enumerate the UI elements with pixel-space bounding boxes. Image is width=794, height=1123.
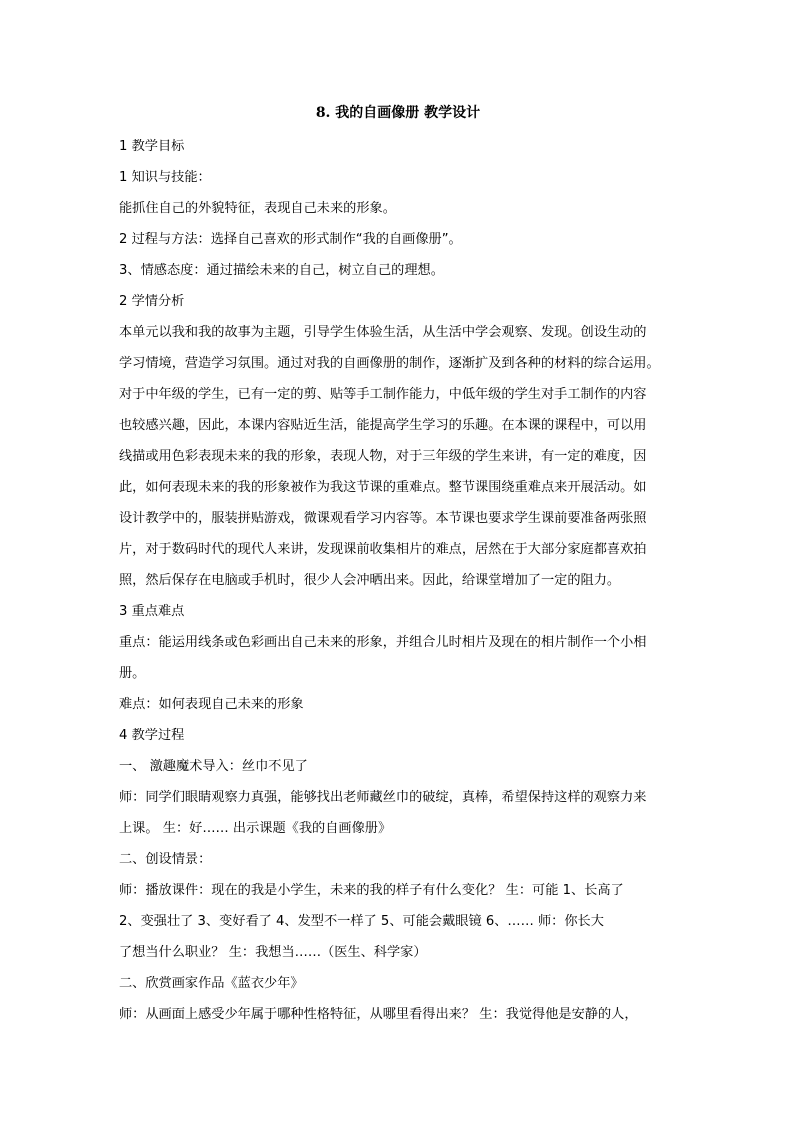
paragraph-line: 重点：能运用线条或色彩画出自己未来的形象，并组合儿时相片及现在的相片制作一个小相 <box>119 635 647 650</box>
paragraph-line: 对于中年级的学生，已有一定的剪、贴等手工制作能力，中低年级的学生对手工制作的内容 <box>119 387 647 402</box>
paragraph-line: 本单元以我和我的故事为主题，引导学生体验生活，从生活中学会观察、发现。创设生动的 <box>119 325 647 340</box>
paragraph-line: 2 学情分析 <box>119 294 185 309</box>
paragraph-line: 2、变强壮了 3、变好看了 4、发型不一样了 5、可能会戴眼镜 6、…… 师：你长大 <box>119 914 604 929</box>
paragraph-line: 4 教学过程 <box>119 728 185 743</box>
paragraph-line: 1 知识与技能： <box>119 170 211 185</box>
paragraph-line: 设计教学中的，服装拼贴游戏，微课观看学习内容等。本节课也要求学生课前要准备两张照 <box>119 511 647 526</box>
paragraph-line: 也较感兴趣，因此，本课内容贴近生活，能提高学生学习的乐趣。在本课的课程中，可以用 <box>119 418 647 433</box>
document-body <box>119 131 679 1030</box>
paragraph-line: 师：同学们眼睛观察力真强，能够找出老师藏丝巾的破绽，真棒，希望保持这样的观察力来 <box>119 790 647 805</box>
paragraph-line: 1 教学目标 <box>119 139 185 154</box>
paragraph-line: 册。 <box>119 666 146 681</box>
paragraph-line: 学习情境，营造学习氛围。通过对我的自画像册的制作，逐渐扩及到各种的材料的综合运用。 <box>119 356 660 371</box>
paragraph-line: 片，对于数码时代的现代人来讲，发现课前收集相片的难点，居然在于大部分家庭都喜欢拍 <box>119 542 647 557</box>
paragraph-line: 难点：如何表现自己未来的形象 <box>119 697 304 712</box>
paragraph-line: 线描或用色彩表现未来的我的形象，表现人物，对于三年级的学生来讲，有一定的难度，因 <box>119 449 647 464</box>
paragraph-line: 师：从画面上感受少年属于哪种性格特征，从哪里看得出来？ 生：我觉得他是安静的人， <box>119 1007 638 1022</box>
paragraph-line: 3 重点难点 <box>119 604 185 619</box>
paragraph-line: 师：播放课件：现在的我是小学生，未来的我的样子有什么变化？ 生：可能 1、长高了 <box>119 883 624 898</box>
paragraph-line: 此，如何表现未来的我的形象被作为我这节课的重难点。整节课围绕重难点来开展活动。如 <box>119 480 647 495</box>
paragraph-line: 一、 激趣魔术导入：丝巾不见了 <box>119 759 308 774</box>
paragraph-line: 上课。 生：好…… 出示课题《我的自画像册》 <box>119 821 392 836</box>
paragraph-line: 二、创设情景： <box>119 852 212 867</box>
document-title: 8. 我的自画像册 教学设计 <box>315 105 481 121</box>
paragraph-line: 能抓住自己的外貌特征，表现自己未来的形象。 <box>119 201 396 216</box>
paragraph-line: 3、情感态度：通过描绘未来的自己，树立自己的理想。 <box>119 263 444 278</box>
paragraph-line: 2 过程与方法：选择自己喜欢的形式制作“我的自画像册”。 <box>119 232 462 247</box>
paragraph-line: 了想当什么职业？ 生：我想当……（医生、科学家） <box>119 945 427 960</box>
paragraph-line: 照，然后保存在电脑或手机时，很少人会冲晒出来。因此，给课堂增加了一定的阻力。 <box>119 573 621 588</box>
paragraph-line: 二、欣赏画家作品《蓝衣少年》 <box>119 976 304 991</box>
